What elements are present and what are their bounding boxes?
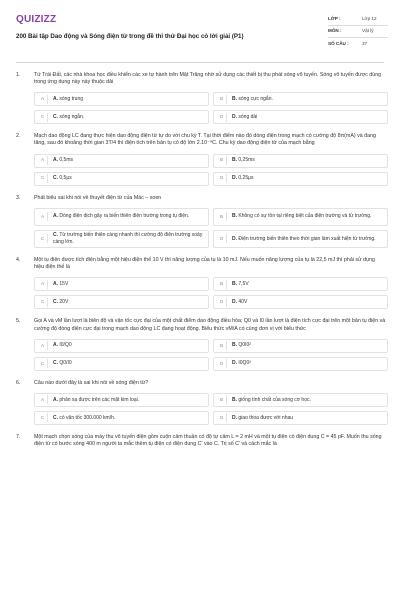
option-letter: D [217,113,227,122]
option-letter: A [38,341,48,350]
question-2 [16,133,388,185]
option-grid [34,393,388,425]
option-label: B. [232,213,237,220]
option-letter: A [38,156,48,165]
option-label: B. [232,157,237,164]
option-a[interactable] [34,277,209,291]
option-d[interactable] [213,295,388,309]
option-grid [34,154,388,186]
option-label: C. [53,299,58,306]
option-grid [34,92,388,124]
option-letter: D [217,234,227,243]
option-c[interactable] [34,411,209,425]
option-letter: A [38,95,48,104]
option-d[interactable] [213,172,388,186]
option-label: D. [232,113,237,120]
meta-box [328,14,388,50]
option-letter: C [38,413,48,422]
option-letter: D [217,298,227,307]
option-letter: C [38,113,48,122]
meta-label: MÔN : [328,28,342,34]
option-letter: D [217,359,227,368]
option-label: A. [53,396,58,403]
option-label: A. [53,213,58,220]
header-divider [16,62,384,63]
question-6 [16,380,388,425]
option-label: C. [53,414,58,421]
option-label: C. [53,113,58,120]
option-label: A. [53,157,58,164]
option-c[interactable] [34,172,209,186]
meta-value: 37 [362,40,368,46]
option-text: sóng ngắn. [59,113,85,120]
option-text: sóng dài [238,113,258,120]
option-c[interactable] [34,110,209,124]
option-letter: D [217,413,227,422]
option-b[interactable] [213,154,388,168]
option-text: 0,25ms [238,157,255,164]
option-text: 0,5ms [59,157,74,164]
option-label: B. [232,396,237,403]
option-a[interactable] [34,92,209,106]
option-b[interactable] [213,339,388,353]
quizizz-logo: QUIZIZZ [16,14,57,25]
option-b[interactable] [213,92,388,106]
option-letter: B [217,341,227,350]
option-text: Q0/I0 [59,360,72,367]
option-b[interactable] [213,277,388,291]
option-c[interactable] [34,295,209,309]
option-text: sóng trung [59,95,84,102]
option-letter: B [217,156,227,165]
question-4 [16,257,388,309]
option-letter: B [217,280,227,289]
option-letter: C [38,298,48,307]
option-d[interactable] [213,357,388,371]
option-c[interactable] [34,357,209,371]
option-a[interactable] [34,208,209,226]
option-letter: A [38,395,48,404]
option-label: D. [232,235,237,242]
option-grid [34,339,388,371]
option-label: A. [53,281,58,288]
question-number: 6. [16,379,21,386]
option-text: sóng cực ngắn. [238,95,273,102]
question-number: 7. [16,433,21,440]
option-label: C. [53,360,58,367]
option-d[interactable] [213,110,388,124]
option-d[interactable] [213,230,388,249]
option-text: Từ trường biến thiên càng nhanh thì cường độ điện trường xoáy càng lớn. [53,232,203,245]
option-grid [34,277,388,309]
option-label: D. [232,414,237,421]
option-d[interactable] [213,411,388,425]
option-text: 7,5V [238,281,249,288]
meta-label: LỚP : [328,16,341,22]
option-text: Không có sự tồn tại riêng biệt của điện trường và từ trường. [238,213,372,220]
option-letter: C [38,174,48,183]
option-b[interactable] [213,208,388,226]
meta-value: Vật lý [362,28,374,34]
option-letter: D [217,174,227,183]
option-label: B. [232,281,237,288]
question-number: 3. [16,194,21,201]
question-number: 2. [16,133,21,140]
option-text: 20V [59,299,69,306]
question-text: Tứ Trái Đất, các nhà khoa học điều khiển các xe tự hành trên Mặt Trăng nhờ sử dụng các thiết bị thu phát sóng vô tuyến. Sóng vô tuyến được dùng trong ứng dụng này này thuộc dải [34,72,382,86]
document-title: 200 Bài tập Dao động và Sóng điện từ trong đề thi thử Đại học có lời giải (P1) [16,33,244,40]
option-text: Điện trường biến thiên theo thời gian làm xuất hiện từ trường. [238,235,376,242]
question-text: Một mạch chọn sóng của máy thu vô tuyến điện gồm cuộn cảm thuần có độ tự cảm L = 2 mH và một tụ điện có điện dung C = 45 pF. Muốn thu sóng điện từ có bước sóng 400 m người ta mắc thêm tụ điện có điện dung C' vào C. Trị số C' và cách mắc là [34,433,382,448]
option-letter: A [38,280,48,289]
option-text: Q0I0² [238,342,251,349]
option-label: C. [53,232,58,239]
option-text: 40V [238,299,248,306]
option-label: D. [232,175,237,182]
option-grid [34,208,388,249]
question-list [16,72,388,457]
option-text: 15V [59,281,69,288]
option-c[interactable] [34,230,209,249]
question-text: Câu nào dưới đây là sai khi nói về sóng điện từ? [34,379,149,386]
option-label: B. [232,342,237,349]
question-7 [16,434,388,448]
option-text: I0Q0² [238,360,251,367]
option-letter: B [217,212,227,221]
option-label: C. [53,175,58,182]
option-text: 0,5μs [59,175,72,182]
option-text: giống tính chất của sóng cơ học. [238,396,311,403]
option-label: D. [232,360,237,367]
option-label: D. [232,299,237,306]
option-label: A. [53,95,58,102]
question-text: Phát biểu sai khi nói về thuyết điện từ của Mác – xoen [34,194,162,201]
question-number: 4. [16,257,21,264]
question-number: 1. [16,72,21,78]
question-1 [16,72,388,124]
option-text: có vận tốc 300.000 km/h. [59,414,116,421]
option-label: A. [53,342,58,349]
option-letter: C [38,234,48,243]
meta-label: SỐ CÂU : [328,40,349,46]
option-text: Dòng điện dịch gây ra biến thiên điện trường trong tụ điện. [59,213,190,220]
question-text: Mạch dao động LC đang thực hiện dao động điện từ tự do với chu kỳ T. Tại thời điểm nào đó dòng điện trong mạch có cường độ 8π(mA) và đang tăng, sau đó khoảng thời gian 3T/4 thì điện tích trên bản tụ có độ lớn 2.10⁻⁹C. Chu kỳ dao động điện từ của mạch bằng [34,133,376,147]
question-text: Gọi A và vM lần lượt là biên độ và vận tốc cực đại của một chất điểm dao động điều hòa; Q0 và I0 lần lượt là điện tích cực đại trên một bản tụ điện và cường độ dòng điện cực đại trong mạch dao động LC đang hoạt động. Biểu thức vM/A có cùng đơn vị với biểu thức [34,318,386,332]
meta-row-class [328,14,388,26]
option-text: I0/Q0 [59,342,72,349]
option-text: 0,25μs [238,175,254,182]
question-text: Một tụ điện được tích điện bằng một hiệu điện thế 10 V thì năng lượng của tụ là 10 mJ. Nếu muốn năng lượng của tụ là 22,5 mJ thì phải sử dụng hiệu điện thế là [34,257,375,271]
option-letter: B [217,395,227,404]
meta-value: Lớp 12 [362,16,377,22]
option-text: phản xạ được trên các mặt kim loại. [59,396,140,403]
option-a[interactable] [34,154,209,168]
question-5 [16,318,388,370]
option-letter: B [217,95,227,104]
option-letter: A [38,212,48,221]
option-letter: C [38,359,48,368]
option-b[interactable] [213,393,388,407]
meta-row-count [328,38,388,50]
question-3 [16,195,388,249]
meta-row-subject [328,26,388,38]
option-label: B. [232,95,237,102]
option-a[interactable] [34,393,209,407]
question-number: 5. [16,318,21,325]
option-a[interactable] [34,339,209,353]
option-text: giao thoa được với nhau [238,414,294,421]
document-header [0,0,400,70]
